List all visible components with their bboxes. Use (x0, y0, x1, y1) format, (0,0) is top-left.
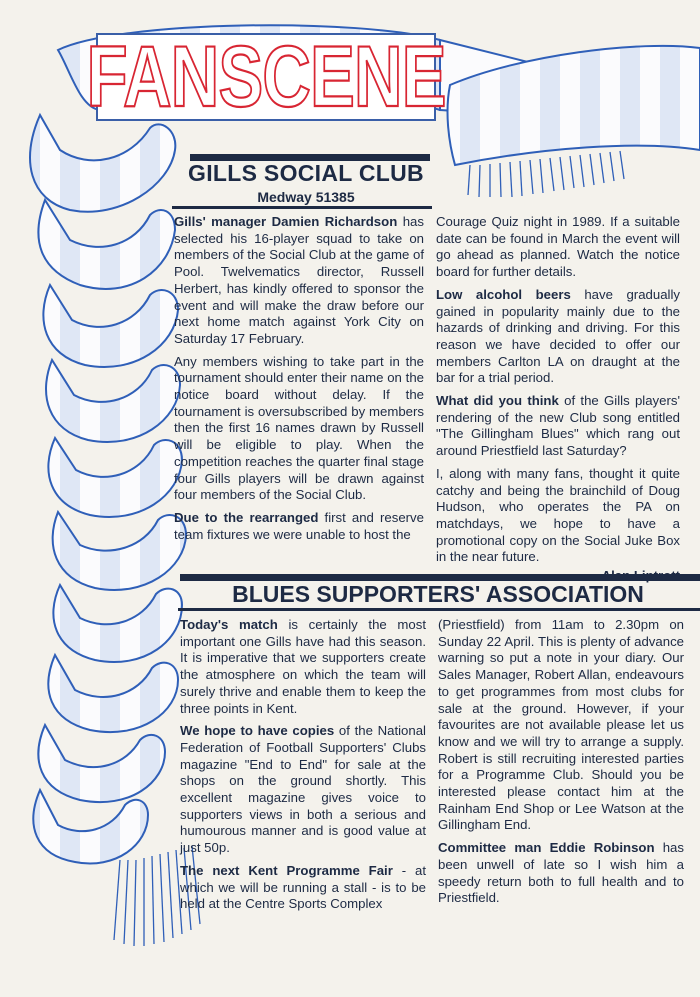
paragraph: Any members wishing to take part in the tournament should enter their name on the notice board without delay. If the tournament is oversubscribed by members then the first 16 names drawn by Russell will be eligible to play. When the competition reaches the quarter final stage four Gills players will be drawn against four members of the Social Club. (174, 353, 424, 503)
paragraph: We hope to have copies of the National Federation of Football Supporters' Clubs magazine "End to End" for sale at the shops on the ground shortly. This excellent magazine gives voice to supporters views in both a serious and humourous manner and is good value at just 50p. (180, 723, 426, 856)
lead-text: Today's match (180, 617, 278, 632)
paragraph: (Priestfield) from 11am to 2.30pm on Sunday 22 April. This is plenty of advance warning so put a note in your diary. Our Sales Manager, Robert Allan, endeavours to get programmes from most clubs for sale at the ground. However, if your favourites are not available please let us know and we will try to arrange a supply. Robert is still recruiting interested parties for a Programme Club. Should you be interested please contact him at the Rainham End Shop or Lee Watson at the Gillingham End. (438, 617, 684, 833)
lead-text: What did you think (436, 393, 559, 409)
lead-text: Committee man Eddie Robinson (438, 840, 655, 856)
paragraph: Due to the rearranged first and reserve team fixtures we were unable to host the (174, 509, 424, 542)
social-club-phone: Medway 51385 (257, 189, 355, 205)
paragraph: I, along with many fans, thought it quite catchy and being the brainchild of Doug Hudson, who operates the PA on matchdays, we hope to have a promotional copy on the Social Juke Box in the near future. (436, 465, 680, 565)
lead-text: Gills' manager Damien Richardson (174, 214, 398, 229)
section-rule-top (180, 574, 700, 581)
supporters-column-left (180, 617, 426, 919)
supporters-column-right (438, 617, 684, 913)
paragraph: Committee man Eddie Robinson has been unwell of late so I wish him a speedy return both to full health and to Priestfield. (438, 840, 684, 906)
masthead-title: FANSCENE (86, 29, 446, 125)
section-heading-supporters: BLUES SUPPORTERS' ASSOCIATION (232, 581, 644, 607)
lead-text: We hope to have copies (180, 723, 335, 739)
social-club-column-left (174, 214, 424, 549)
section-rule-bottom (178, 608, 700, 611)
lead-text: Low alcohol beers (436, 286, 571, 302)
section-rule-bottom (172, 206, 432, 209)
social-club-column-right (436, 214, 680, 585)
paragraph: Today's match is certainly the most important one Gills have had this season. It is imperative that we supporters create the atmosphere on which the team will surely thrive and enable them to keep the three points in Kent. (180, 617, 426, 716)
paragraph: Gills' manager Damien Richardson has selected his 16-player squad to take on members of the Social Club at the game of Pool. Twelvematics director, Russell Herbert, has kindly offered to sponsor the event and will make the draw before our next home match against York City on Saturday 17 February. (174, 214, 424, 346)
masthead-logo (86, 29, 446, 125)
lead-text: The next Kent Programme Fair (180, 862, 393, 878)
section-heading-social-club: GILLS SOCIAL CLUB (188, 160, 424, 186)
paragraph: Low alcohol beers have gradually gained in popularity mainly due to the hazards of drinking and driving. For this reason we have decided to offer our members Carlton LA on draught at the bar for a trial period. (436, 286, 680, 386)
paragraph: The next Kent Programme Fair - at which we will be running a stall - is to be held at the Centre Sports Complex (180, 862, 427, 912)
paragraph: Courage Quiz night in 1989. If a suitable date can be found in March the event will go ahead as planned. Watch the notice board for further details. (436, 214, 680, 280)
lead-text: Due to the rearranged (174, 509, 319, 525)
paragraph: What did you think of the Gills players' rendering of the new Club song entitled "The Gillingham Blues" which rang out around Priestfield last Saturday? (436, 393, 680, 459)
